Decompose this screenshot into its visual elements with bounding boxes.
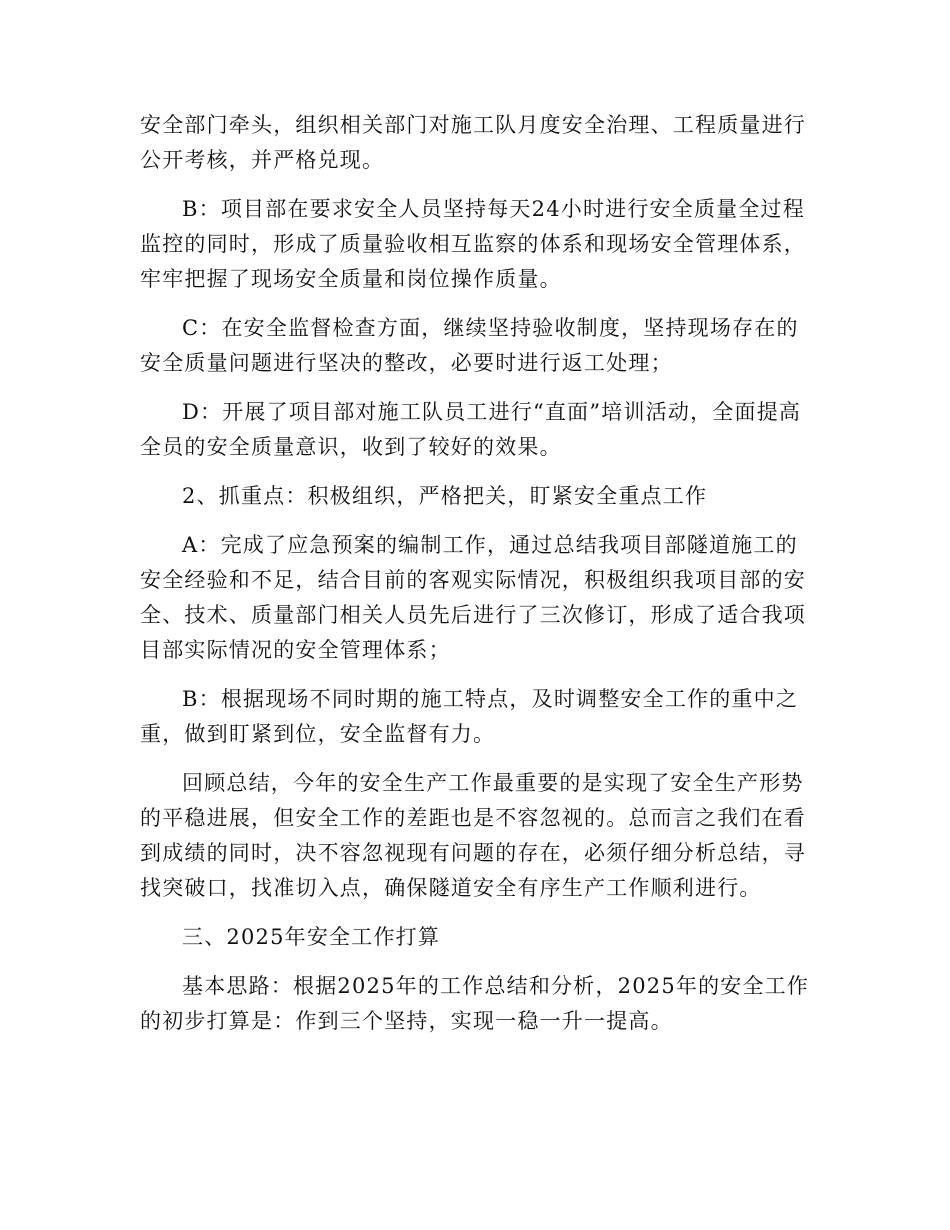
section-heading-2025-plan: 三、2025年安全工作打算 — [182, 925, 441, 949]
document-body — [140, 108, 810, 1053]
paragraph-basic-approach: 基本思路：根据2025年的工作总结和分析，2025年的安全工作的初步打算是：作到三个坚持，实现一稳一升一提高。 — [140, 974, 810, 1033]
paragraph-item-d: D：开展了项目部对施工队员工进行“直面”培训活动，全面提高全员的安全质量意识，收到了较好的效果。 — [140, 400, 802, 459]
paragraph-item-c: C：在安全监督检查方面，继续坚持验收制度，坚持现场存在的安全质量问题进行坚决的整改，必要时进行返工处理； — [140, 316, 799, 375]
paragraph-item-b-2: B：根据现场不同时期的施工特点，及时调整安全工作的重中之重，做到盯紧到位，安全监督有力。 — [140, 687, 799, 746]
paragraph-review-summary: 回顾总结，今年的安全生产工作最重要的是实现了安全生产形势的平稳进展，但安全工作的差距也是不容忽视的。总而言之我们在看到成绩的同时，决不容忽视现有问题的存在，必须仔细分析总结，寻找突破口，找准切入点，确保隧道安全有序生产工作顺利进行。 — [140, 771, 806, 900]
paragraph-item-b: B：项目部在要求安全人员坚持每天24小时进行安全质量全过程监控的同时，形成了质量验收相互监察的体系和现场安全管理体系，牢牢把握了现场安全质量和岗位操作质量。 — [140, 197, 806, 291]
paragraph-item-a: A：完成了应急预案的编制工作，通过总结我项目部隧道施工的安全经验和不足，结合目前的客观实际情况，积极组织我项目部的安全、技术、质量部门相关人员先后进行了三次修订，形成了适合我项目部实际情况的安全管理体系； — [140, 533, 806, 662]
paragraph-continuation: 安全部门牵头，组织相关部门对施工队月度安全治理、工程质量进行公开考核，并严格兑现。 — [140, 113, 806, 172]
section-heading-key-points: 2、抓重点：积极组织，严格把关，盯紧安全重点工作 — [182, 484, 708, 508]
